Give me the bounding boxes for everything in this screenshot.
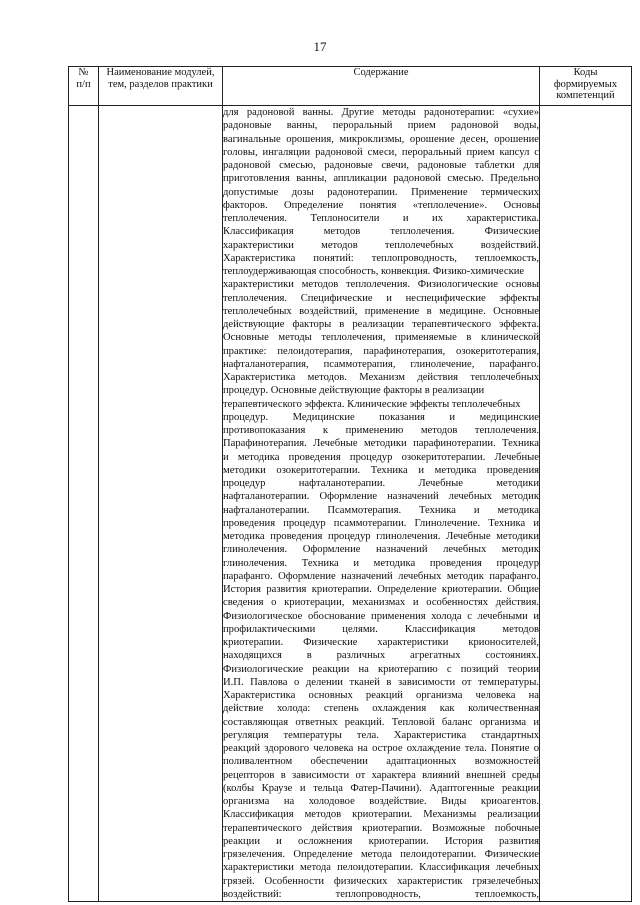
cell-content xyxy=(223,106,540,902)
content-line: организма на холодовое воздействие. Виды криоагентов. xyxy=(223,796,539,807)
content-text xyxy=(223,106,539,901)
header-content xyxy=(223,67,540,106)
header-competency-codes xyxy=(540,67,632,106)
content-line: рецепторов в зависимости от характера влияний внешней среды xyxy=(223,769,539,781)
content-line: и методика проведения процедур озокеритотерапии. Лечебные xyxy=(223,451,539,463)
content-line: радоновой смесью, радоновые свечи, радоновые таблетки для xyxy=(223,160,539,171)
content-line: теплолечения. Специфические и неспецифические эффекты xyxy=(223,292,539,304)
page-number: 17 xyxy=(313,39,327,54)
content-line: действие холода: степень охлаждения как количественная xyxy=(223,703,539,715)
content-line: Классификация методов криотерапии. Механизмы реализации xyxy=(223,809,539,821)
content-line: для радоновой ванны. Другие методы радонотерапии: «сухие» xyxy=(223,107,539,118)
content-line: действующие факторы в реализации терапевтического эффекта. xyxy=(223,319,539,330)
content-line: процедур нафталанотерапии. Лечебные методики xyxy=(223,478,539,489)
header-number xyxy=(69,67,99,106)
content-line: поливалентном обеспечении адаптационных возможностей xyxy=(223,756,539,768)
content-line: грязелечения. Определение метода пелоидотерапии. Физические xyxy=(223,849,539,860)
content-line: методика проведения процедур глинолечения. Лечебные методики xyxy=(223,531,539,542)
content-line: терапевтического действия криотерапии. Возможные побочные xyxy=(223,822,539,834)
content-line: реакций здорового человека на острое охлаждение тела. Понятие о xyxy=(223,743,539,754)
content-line: противопоказания к применению методов теплолечения. xyxy=(223,425,539,436)
content-line: Классификация методов теплолечения. Физические xyxy=(223,226,539,238)
content-line: Парафинотерапия. Лечебные методики парафинотерапии. Техника xyxy=(223,438,539,450)
content-line: Характеристика основных реакций организма человека на xyxy=(223,690,539,701)
header-number-text: № п/п xyxy=(76,67,91,90)
content-line: теплолечебных воздействий, применение в медицине. Основные xyxy=(223,305,539,317)
curriculum-table xyxy=(68,66,632,902)
content-line: находящихся в различных агрегатных состояниях. xyxy=(223,650,539,662)
content-line: характеристики методов теплолечения. Физиологические основы xyxy=(223,279,539,291)
content-line: профилактическими целями. Классификация методов xyxy=(223,623,539,635)
content-line: факторов. Определение понятия «теплолечение». Основы xyxy=(223,199,539,211)
content-line: теплоудерживающая способность, конвекция. Физико-химические xyxy=(223,266,525,277)
content-line: И.П. Павлова о делении тканей в зависимости от температуры. xyxy=(223,676,539,688)
cell-number xyxy=(69,106,99,902)
content-line: криотерапии. Физические характеристики крионосителей, xyxy=(223,637,539,648)
content-line: сведения о криотерации, механизмах и особенностях действия. xyxy=(223,597,539,609)
content-line: История развития криотерапии. Определение криотерапии. Общие xyxy=(223,584,539,595)
content-line: головы, ингаляции радоновой смеси, пероральный прием капсул с xyxy=(223,146,539,158)
content-line: воздействий: теплопроводность, теплоемкость, xyxy=(223,888,539,900)
content-line: практике: пелоидотерапия, парафинотерапия, озокеритотерапия, xyxy=(223,345,539,357)
content-line: регуляция температуры тела. Характеристика стандартных xyxy=(223,729,539,741)
cell-module-name xyxy=(99,106,223,902)
content-line: нафталанотерапии. Псаммотерапия. Техника и методика xyxy=(223,504,539,516)
content-line: характеристики методов теплолечебных воздействий. xyxy=(223,239,539,251)
header-competency-codes-text: Коды формируемых компетенций xyxy=(553,67,618,101)
header-content-text: Содержание xyxy=(353,67,409,78)
header-module-name-text: Наименование модулей, тем, разделов практики xyxy=(106,67,215,90)
content-line: (колбы Краузе и тельца Фатер-Пачини). Адаптогенные реакции xyxy=(223,782,539,794)
content-line: нафталанотерапии. Оформление назначений лечебных методик xyxy=(223,491,539,503)
content-line: глинолечения. Техника и методика проведения процедур xyxy=(223,557,539,569)
content-line: нафталанотерапия, псаммотерапия, глинолечение, парафанго. xyxy=(223,358,539,370)
content-line: грязей. Особенности физических характеристик грязелечебных xyxy=(223,875,539,887)
content-line: Характеристика методов. Механизм действия теплолечебных xyxy=(223,372,539,383)
content-line: допустимые дозы радонотерапии. Применение термических xyxy=(223,186,539,198)
content-line: характеристики метода пелоидотерапии. Классификация лечебных xyxy=(223,862,539,874)
content-line: теплолечения. Теплоносители и их характеристика. xyxy=(223,213,539,224)
content-line: Физиологические реакции на криотерапию с позиций теории xyxy=(223,663,539,675)
content-line: Основные методы теплолечения, применяемые в клинической xyxy=(223,332,539,344)
content-line: парафанго. Оформление назначений лечебных методик парафанго. xyxy=(223,570,539,582)
table-row xyxy=(69,106,632,902)
table-header-row xyxy=(69,67,632,106)
content-line: приготовления ванны, аппликации радоновой смесью. Предельно xyxy=(223,173,539,185)
content-line: процедур. Основные действующие факторы в реализации xyxy=(223,385,485,397)
content-line: радоновые ванны, пероральный прием радоновой воды, xyxy=(223,120,539,132)
content-line: Характеристика понятий: теплопроводность, теплоемкость, xyxy=(223,252,539,264)
content-line: глинолечения. Оформление назначений лечебных методик xyxy=(223,544,539,556)
content-line: составляющая ответных реакций. Тепловой баланс организма и xyxy=(223,716,539,728)
content-line: вагинальные орошения, микроклизмы, орошение десен, орошение xyxy=(223,133,539,145)
content-line: процедур. Медицинские показания и медицинские xyxy=(223,411,539,423)
content-line: методики озокеритотерапии. Техника и методика проведения xyxy=(223,464,539,476)
cell-competency-codes xyxy=(540,106,632,902)
header-module-name xyxy=(99,67,223,106)
content-line: проведения процедур псаммотерапии. Глинолечение. Техника и xyxy=(223,517,539,529)
content-line: Физиологическое обоснование применения холода с лечебными и xyxy=(223,610,539,622)
content-line: реакции и осложнения криотерапии. История развития xyxy=(223,835,539,847)
content-line: терапевтического эффекта. Клинические эффекты теплолечебных xyxy=(223,398,521,410)
